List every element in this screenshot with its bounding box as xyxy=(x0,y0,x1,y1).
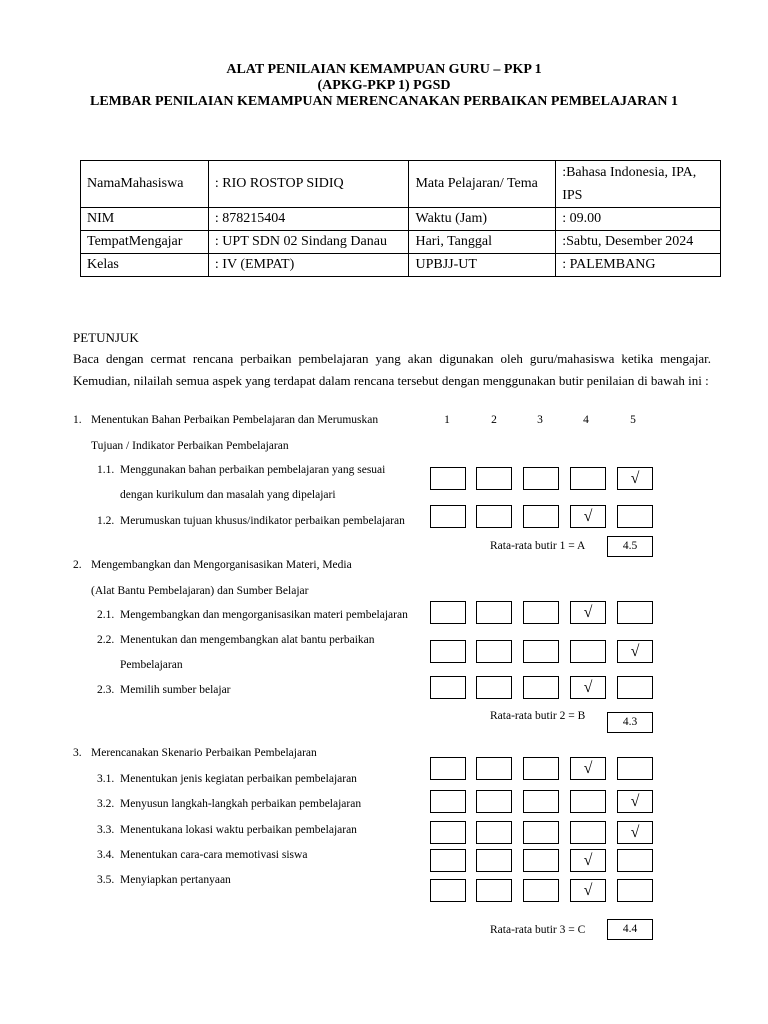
rating-box-4[interactable]: √ xyxy=(570,879,606,902)
document-title: ALAT PENILAIAN KEMAMPUAN GURU – PKP 1 xyxy=(226,62,542,77)
scale-label-5: 5 xyxy=(630,414,636,426)
rating-box-1[interactable] xyxy=(430,505,466,528)
rating-box-1[interactable] xyxy=(430,849,466,872)
rating-box-5[interactable] xyxy=(617,849,653,872)
table-row xyxy=(81,161,721,208)
rating-box-1[interactable] xyxy=(430,640,466,663)
scale-label-4: 4 xyxy=(583,414,589,426)
rating-box-3[interactable] xyxy=(523,821,559,844)
table-cell: :Sabtu, Desember 2024 xyxy=(556,231,721,254)
table-cell: : 878215404 xyxy=(208,208,409,231)
rating-box-4[interactable]: √ xyxy=(570,676,606,699)
item-3-3-number: 3.3. xyxy=(97,824,115,836)
rating-box-4[interactable]: √ xyxy=(570,505,606,528)
table-cell: Hari, Tanggal xyxy=(409,231,556,254)
table-row xyxy=(81,208,721,231)
rating-box-4[interactable] xyxy=(570,467,606,490)
item-3-2-text: Menyusun langkah-langkah perbaikan pembelajaran xyxy=(120,798,362,810)
rating-box-5[interactable] xyxy=(617,879,653,902)
item-2-3-text: Memilih sumber belajar xyxy=(120,684,231,696)
rating-box-3[interactable] xyxy=(523,849,559,872)
section-1-title-cont: Tujuan / Indikator Perbaikan Pembelajaran xyxy=(91,440,289,452)
section-3-title: Merencanakan Skenario Perbaikan Pembelajaran xyxy=(91,747,317,759)
item-3-1-text: Menentukan jenis kegiatan perbaikan pembelajaran xyxy=(120,773,357,785)
rating-box-5[interactable] xyxy=(617,505,653,528)
section-1-average-label: Rata-rata butir 1 = A xyxy=(490,540,586,552)
scale-label-2: 2 xyxy=(491,414,497,426)
rating-box-3[interactable] xyxy=(523,676,559,699)
rating-box-1[interactable] xyxy=(430,601,466,624)
rating-box-5[interactable]: √ xyxy=(617,821,653,844)
item-1-2-text: Merumuskan tujuan khusus/indikator perbaikan pembelajaran xyxy=(120,515,405,527)
rating-box-3[interactable] xyxy=(523,467,559,490)
rating-box-2[interactable] xyxy=(476,640,512,663)
identity-table xyxy=(80,160,721,277)
rating-box-1[interactable] xyxy=(430,821,466,844)
table-cell: : IV (EMPAT) xyxy=(208,254,409,277)
rating-box-1[interactable] xyxy=(430,790,466,813)
item-1-1-text-cont: dengan kurikulum dan masalah yang dipelajari xyxy=(120,489,336,501)
section-2-title: Mengembangkan dan Mengorganisasikan Materi, Media xyxy=(91,559,352,571)
instructions-line-2: Kemudian, nilailah semua aspek yang terdapat dalam rencana tersebut dengan menggunakan butir penilaian di bawah ini : xyxy=(73,373,709,388)
rating-box-2[interactable] xyxy=(476,757,512,780)
rating-box-4[interactable] xyxy=(570,790,606,813)
item-2-1-text: Mengembangkan dan mengorganisasikan materi pembelajaran xyxy=(120,609,408,621)
section-2-average-label: Rata-rata butir 2 = B xyxy=(490,710,586,722)
section-1-number: 1. xyxy=(73,414,82,426)
table-cell: Waktu (Jam) xyxy=(409,208,556,231)
rating-box-5[interactable]: √ xyxy=(617,467,653,490)
section-2-number: 2. xyxy=(73,559,82,571)
rating-box-4[interactable] xyxy=(570,821,606,844)
rating-box-5[interactable] xyxy=(617,601,653,624)
rating-box-5[interactable]: √ xyxy=(617,640,653,663)
item-2-2-text: Menentukan dan mengembangkan alat bantu perbaikan xyxy=(120,634,375,646)
table-cell: UPBJJ-UT xyxy=(409,254,556,277)
section-2-title-cont: (Alat Bantu Pembelajaran) dan Sumber Belajar xyxy=(91,585,309,597)
rating-box-4[interactable]: √ xyxy=(570,849,606,872)
item-2-3-number: 2.3. xyxy=(97,684,115,696)
item-2-1-number: 2.1. xyxy=(97,609,115,621)
table-cell: :Bahasa Indonesia, IPA, IPS xyxy=(556,161,721,208)
item-2-2-number: 2.2. xyxy=(97,634,115,646)
section-3-number: 3. xyxy=(73,747,82,759)
table-cell: TempatMengajar xyxy=(81,231,209,254)
section-3-average-label: Rata-rata butir 3 = C xyxy=(490,924,586,936)
table-row xyxy=(81,231,721,254)
table-cell: : RIO ROSTOP SIDIQ xyxy=(208,161,409,208)
rating-box-1[interactable] xyxy=(430,879,466,902)
rating-box-2[interactable] xyxy=(476,467,512,490)
table-row xyxy=(81,254,721,277)
table-cell: : PALEMBANG xyxy=(556,254,721,277)
item-3-4-number: 3.4. xyxy=(97,849,115,861)
rating-box-4[interactable]: √ xyxy=(570,757,606,780)
table-cell: NamaMahasiswa xyxy=(81,161,209,208)
table-cell: : 09.00 xyxy=(556,208,721,231)
document-subtitle: (APKG-PKP 1) PGSD xyxy=(317,78,451,93)
item-3-3-text: Menentukana lokasi waktu perbaikan pembelajaran xyxy=(120,824,357,836)
instructions-line-1: Baca dengan cermat rencana perbaikan pembelajaran yang akan digunakan oleh guru/mahasiswa ketika mengajar. xyxy=(73,351,711,366)
scale-label-3: 3 xyxy=(537,414,543,426)
rating-box-3[interactable] xyxy=(523,601,559,624)
rating-box-2[interactable] xyxy=(476,879,512,902)
section-1-title: Menentukan Bahan Perbaikan Pembelajaran dan Merumuskan xyxy=(91,414,379,426)
scale-label-1: 1 xyxy=(444,414,450,426)
item-2-2-text-cont: Pembelajaran xyxy=(120,659,183,671)
rating-box-1[interactable] xyxy=(430,676,466,699)
rating-box-4[interactable]: √ xyxy=(570,601,606,624)
rating-box-2[interactable] xyxy=(476,790,512,813)
section-3-average-value: 4.4 xyxy=(607,919,653,940)
rating-box-2[interactable] xyxy=(476,849,512,872)
section-2-average-value: 4.3 xyxy=(607,712,653,733)
rating-box-3[interactable] xyxy=(523,640,559,663)
instructions-title: PETUNJUK xyxy=(73,330,139,345)
rating-box-2[interactable] xyxy=(476,601,512,624)
document-heading: LEMBAR PENILAIAN KEMAMPUAN MERENCANAKAN PERBAIKAN PEMBELAJARAN 1 xyxy=(90,94,678,109)
rating-box-4[interactable] xyxy=(570,640,606,663)
rating-box-3[interactable] xyxy=(523,757,559,780)
rating-box-5[interactable] xyxy=(617,676,653,699)
rating-box-2[interactable] xyxy=(476,676,512,699)
item-3-2-number: 3.2. xyxy=(97,798,115,810)
section-1-average-value: 4.5 xyxy=(607,536,653,557)
rating-box-3[interactable] xyxy=(523,790,559,813)
rating-box-1[interactable] xyxy=(430,467,466,490)
item-3-1-number: 3.1. xyxy=(97,773,115,785)
item-1-1-number: 1.1. xyxy=(97,464,115,476)
item-3-4-text: Menentukan cara-cara memotivasi siswa xyxy=(120,849,308,861)
item-1-1-text: Menggunakan bahan perbaikan pembelajaran yang sesuai xyxy=(120,464,386,476)
table-cell: NIM xyxy=(81,208,209,231)
item-3-5-number: 3.5. xyxy=(97,874,115,886)
table-cell: Kelas xyxy=(81,254,209,277)
rating-box-2[interactable] xyxy=(476,505,512,528)
rating-box-5[interactable]: √ xyxy=(617,790,653,813)
rating-box-3[interactable] xyxy=(523,505,559,528)
rating-box-1[interactable] xyxy=(430,757,466,780)
table-cell: : UPT SDN 02 Sindang Danau xyxy=(208,231,409,254)
table-cell: Mata Pelajaran/ Tema xyxy=(409,161,556,208)
item-3-5-text: Menyiapkan pertanyaan xyxy=(120,874,231,886)
rating-box-2[interactable] xyxy=(476,821,512,844)
rating-box-5[interactable] xyxy=(617,757,653,780)
rating-box-3[interactable] xyxy=(523,879,559,902)
item-1-2-number: 1.2. xyxy=(97,515,115,527)
